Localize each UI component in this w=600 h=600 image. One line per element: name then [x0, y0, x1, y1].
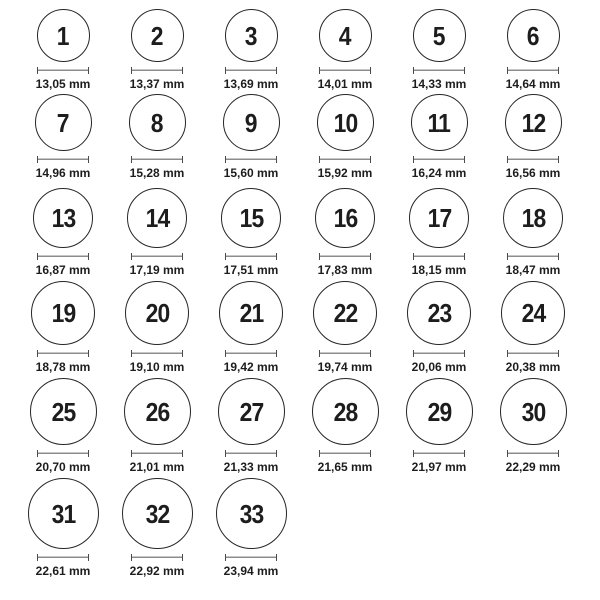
ring-size-cell: [392, 277, 486, 374]
ring-size-number: 9: [245, 107, 257, 138]
ring-size-number: 10: [333, 107, 357, 138]
diameter-dimension-line: [319, 350, 371, 357]
diameter-dimension-line: [37, 253, 89, 260]
diameter-label: 17,19 mm: [129, 263, 185, 277]
ring-circle: [503, 188, 563, 248]
ring-circle: [124, 378, 191, 445]
diameter-dimension-line: [225, 350, 277, 357]
diameter-label: 17,51 mm: [223, 263, 279, 277]
size-row-2: [0, 91, 600, 180]
ring-size-cell: [110, 91, 204, 180]
diameter-dimension-line: [507, 156, 559, 163]
diameter-dimension-line: [37, 350, 89, 357]
diameter-dimension-line: [131, 450, 183, 457]
ring-size-cell: [110, 277, 204, 374]
ring-size-number: 13: [51, 203, 75, 233]
ring-circle: [406, 378, 473, 445]
diameter-dimension-line: [131, 554, 183, 561]
ring-circle: [219, 281, 283, 345]
diameter-dimension-line: [507, 253, 559, 260]
ring-size-cell: [392, 180, 486, 277]
diameter-dimension-line: [319, 253, 371, 260]
diameter-dimension-line: [225, 156, 277, 163]
ring-size-cell: [298, 180, 392, 277]
ring-size-number: 5: [433, 20, 445, 51]
diameter-label: 22,92 mm: [129, 564, 185, 578]
diameter-label: 13,69 mm: [223, 77, 279, 91]
diameter-dimension-line: [507, 67, 559, 74]
diameter-dimension-line: [37, 156, 89, 163]
ring-size-number: 32: [145, 498, 169, 529]
ring-size-number: 18: [521, 203, 545, 233]
ring-circle: [312, 378, 379, 445]
diameter-label: 19,74 mm: [317, 360, 373, 374]
ring-size-cell: [16, 374, 110, 474]
ring-size-cell: [486, 374, 580, 474]
ring-size-number: 26: [145, 396, 169, 427]
size-row-1: [0, 0, 600, 91]
ring-circle: [122, 478, 193, 549]
ring-circle: [33, 188, 93, 248]
ring-size-number: 7: [57, 107, 69, 138]
ring-size-cell: [298, 374, 392, 474]
ring-size-cell: [204, 474, 298, 578]
diameter-label: 18,47 mm: [505, 263, 561, 277]
ring-circle: [125, 281, 189, 345]
ring-size-cell: [486, 180, 580, 277]
ring-size-number: 1: [57, 20, 69, 51]
diameter-dimension-line: [131, 67, 183, 74]
diameter-label: 13,37 mm: [129, 77, 185, 91]
diameter-dimension-line: [319, 67, 371, 74]
ring-circle: [315, 188, 375, 248]
ring-size-number: 11: [427, 107, 451, 138]
ring-circle: [30, 378, 97, 445]
ring-size-cell: [16, 0, 110, 91]
ring-size-cell: [110, 180, 204, 277]
ring-size-cell: [486, 277, 580, 374]
ring-size-number: 27: [239, 396, 263, 427]
ring-size-number: 25: [51, 396, 75, 427]
ring-circle: [225, 9, 278, 62]
ring-size-number: 8: [151, 107, 163, 138]
ring-circle: [35, 94, 92, 151]
ring-size-number: 14: [145, 203, 169, 233]
diameter-dimension-line: [413, 156, 465, 163]
diameter-label: 23,94 mm: [223, 564, 279, 578]
diameter-label: 16,24 mm: [411, 166, 467, 180]
ring-size-number: 3: [245, 20, 257, 51]
diameter-dimension-line: [131, 156, 183, 163]
diameter-dimension-line: [131, 350, 183, 357]
diameter-label: 14,96 mm: [35, 166, 91, 180]
diameter-label: 16,56 mm: [505, 166, 561, 180]
ring-circle: [411, 94, 468, 151]
diameter-label: 22,61 mm: [35, 564, 91, 578]
diameter-label: 13,05 mm: [35, 77, 91, 91]
diameter-dimension-line: [319, 450, 371, 457]
ring-circle: [319, 9, 372, 62]
ring-size-number: 30: [521, 396, 545, 427]
ring-size-cell: [16, 277, 110, 374]
ring-size-cell: [486, 91, 580, 180]
diameter-dimension-line: [225, 67, 277, 74]
diameter-label: 21,01 mm: [129, 460, 185, 474]
diameter-dimension-line: [131, 253, 183, 260]
diameter-label: 20,06 mm: [411, 360, 467, 374]
diameter-dimension-line: [413, 450, 465, 457]
diameter-label: 18,78 mm: [35, 360, 91, 374]
ring-size-cell: [204, 277, 298, 374]
ring-circle: [28, 478, 99, 549]
ring-size-cell: [16, 474, 110, 578]
ring-size-number: 33: [239, 498, 263, 529]
ring-circle: [317, 94, 374, 151]
diameter-label: 21,65 mm: [317, 460, 373, 474]
diameter-dimension-line: [507, 450, 559, 457]
ring-size-cell: [16, 91, 110, 180]
ring-size-number: 19: [51, 298, 75, 328]
size-row-6: [0, 474, 600, 578]
size-row-4: [0, 277, 600, 374]
diameter-dimension-line: [37, 67, 89, 74]
ring-circle: [507, 9, 560, 62]
ring-size-cell: [16, 180, 110, 277]
ring-size-number: 29: [427, 396, 451, 427]
ring-size-cell: [204, 91, 298, 180]
ring-size-number: 22: [333, 298, 357, 328]
ring-size-number: 15: [239, 203, 263, 233]
ring-circle: [37, 9, 90, 62]
ring-circle: [313, 281, 377, 345]
diameter-label: 22,29 mm: [505, 460, 561, 474]
diameter-label: 14,01 mm: [317, 77, 373, 91]
diameter-dimension-line: [319, 156, 371, 163]
diameter-label: 19,10 mm: [129, 360, 185, 374]
diameter-label: 21,97 mm: [411, 460, 467, 474]
ring-size-number: 16: [333, 203, 357, 233]
ring-circle: [129, 94, 186, 151]
ring-size-cell: [486, 0, 580, 91]
ring-size-cell: [204, 180, 298, 277]
size-row-3: [0, 180, 600, 277]
diameter-label: 15,60 mm: [223, 166, 279, 180]
ring-circle: [413, 9, 466, 62]
diameter-label: 14,64 mm: [505, 77, 561, 91]
diameter-label: 19,42 mm: [223, 360, 279, 374]
diameter-dimension-line: [225, 450, 277, 457]
diameter-dimension-line: [507, 350, 559, 357]
ring-circle: [216, 478, 287, 549]
ring-circle: [218, 378, 285, 445]
ring-circle: [505, 94, 562, 151]
ring-circle: [407, 281, 471, 345]
ring-size-cell: [110, 374, 204, 474]
ring-size-number: 4: [339, 20, 351, 51]
ring-circle: [127, 188, 187, 248]
size-row-5: [0, 374, 600, 474]
ring-size-cell: [110, 0, 204, 91]
diameter-label: 20,70 mm: [35, 460, 91, 474]
ring-circle: [223, 94, 280, 151]
ring-size-number: 17: [427, 203, 451, 233]
ring-size-cell: [392, 374, 486, 474]
ring-size-number: 24: [521, 298, 545, 328]
diameter-label: 20,38 mm: [505, 360, 561, 374]
ring-size-number: 2: [151, 20, 163, 51]
diameter-label: 15,92 mm: [317, 166, 373, 180]
ring-size-number: 6: [527, 20, 539, 51]
ring-size-cell: [298, 0, 392, 91]
ring-size-cell: [204, 374, 298, 474]
ring-size-cell: [204, 0, 298, 91]
ring-size-cell: [298, 277, 392, 374]
ring-size-cell: [298, 91, 392, 180]
diameter-label: 18,15 mm: [411, 263, 467, 277]
diameter-label: 17,83 mm: [317, 263, 373, 277]
ring-circle: [131, 9, 184, 62]
ring-circle: [500, 378, 567, 445]
ring-circle: [31, 281, 95, 345]
ring-size-number: 28: [333, 396, 357, 427]
diameter-dimension-line: [225, 554, 277, 561]
ring-size-cell: [392, 0, 486, 91]
ring-circle: [501, 281, 565, 345]
ring-size-cell: [392, 91, 486, 180]
ring-circle: [409, 188, 469, 248]
diameter-dimension-line: [37, 450, 89, 457]
diameter-label: 16,87 mm: [35, 263, 91, 277]
diameter-dimension-line: [37, 554, 89, 561]
ring-size-number: 12: [521, 107, 545, 138]
diameter-dimension-line: [413, 67, 465, 74]
ring-size-cell: [110, 474, 204, 578]
diameter-label: 15,28 mm: [129, 166, 185, 180]
ring-size-number: 21: [239, 298, 263, 328]
diameter-dimension-line: [413, 253, 465, 260]
diameter-label: 21,33 mm: [223, 460, 279, 474]
ring-size-number: 23: [427, 298, 451, 328]
diameter-label: 14,33 mm: [411, 77, 467, 91]
diameter-dimension-line: [413, 350, 465, 357]
ring-size-number: 20: [145, 298, 169, 328]
ring-size-number: 31: [51, 498, 75, 529]
diameter-dimension-line: [225, 253, 277, 260]
ring-circle: [221, 188, 281, 248]
